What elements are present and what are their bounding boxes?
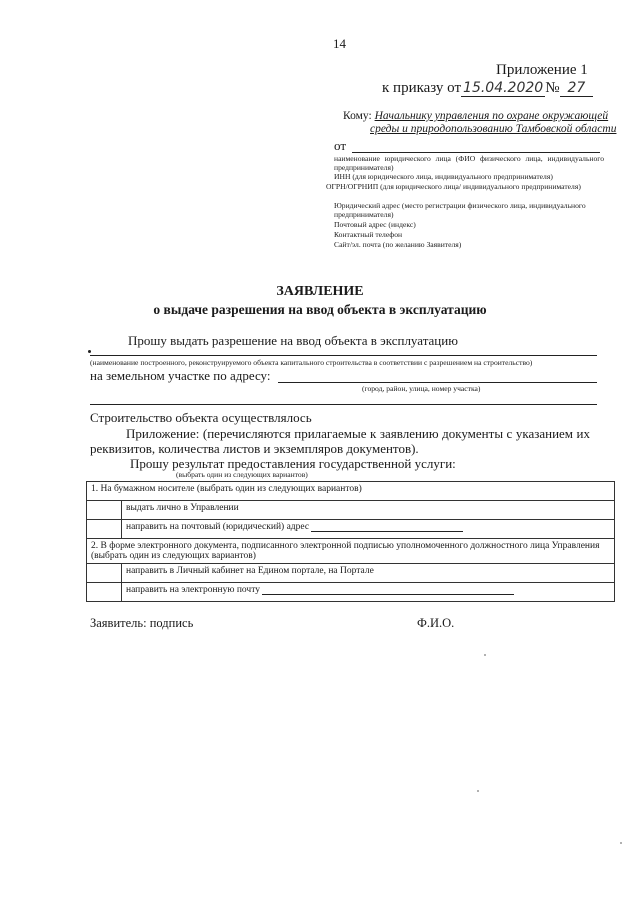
scan-speck — [620, 842, 622, 844]
email-fill-line — [262, 594, 514, 595]
paper-options-header: 1. На бумажном носителе (выбрать один из следующих вариантов) — [87, 482, 615, 501]
option-paper-post-cell — [122, 520, 615, 539]
sender-caption-postal-address: Почтовый адрес (индекс) — [334, 220, 416, 229]
object-fill-line — [90, 355, 597, 356]
option-electronic-email: направить на электронную почту — [126, 585, 260, 595]
post-address-fill-line — [311, 531, 463, 532]
option-checkbox-paper-post[interactable] — [87, 520, 122, 539]
option-paper-in-person: выдать лично в Управлении — [122, 501, 615, 520]
applicant-signature-label: Заявитель: подпись — [90, 616, 194, 630]
result-caption: (выбрать один из следующих вариантов) — [176, 470, 308, 479]
extra-fill-line — [90, 404, 597, 405]
order-date-handwritten: 15.04.2020 — [463, 80, 544, 96]
option-electronic-email-cell — [122, 583, 615, 602]
order-number-handwritten: 27 — [560, 80, 594, 97]
option-checkbox-electronic-email[interactable] — [87, 583, 122, 602]
full-name-label: Ф.И.О. — [417, 616, 455, 630]
sender-caption-inn: ИНН (для юридического лица, индивидуального предпринимателя) — [334, 172, 553, 181]
sender-caption-name: наименование юридического лица (ФИО физического лица, индивидуального предпринимателя) — [334, 154, 604, 172]
table-row — [87, 539, 615, 564]
scan-speck — [477, 790, 479, 792]
construction-text: Строительство объекта осуществлялось — [90, 410, 312, 425]
option-paper-post: направить на почтовый (юридический) адрес — [126, 522, 310, 532]
recipient-name-1: Начальнику управления по охране окружающей — [374, 110, 609, 122]
option-electronic-portal: направить в Личный кабинет на Едином портале, на Портале — [122, 564, 615, 583]
table-row — [87, 583, 615, 602]
request-text: Прошу выдать разрешение на ввод объекта в эксплуатацию — [128, 333, 458, 348]
sender-caption-phone: Контактный телефон — [334, 230, 403, 239]
document-title: ЗАЯВЛЕНИЕ — [276, 284, 364, 299]
sender-caption-ogrn: ОГРН/ОГРНИП (для юридического лица/ индивидуального предпринимателя) — [326, 182, 581, 191]
table-row — [87, 520, 615, 539]
recipient-label: Кому: — [343, 110, 372, 122]
attachment-text: Приложение: (перечисляются прилагаемые к заявлению документы с указанием их реквизитов, количества листов и экземпляров документов). — [90, 426, 590, 456]
appendix-title: Приложение 1 — [496, 62, 588, 78]
order-number-sign: № — [545, 80, 560, 96]
sender-caption-website: Сайт/эл. почта (по желанию Заявителя) — [334, 240, 462, 249]
address-fill-line — [278, 382, 597, 383]
recipient-name-2: среды и природопользованию Тамбовской области — [370, 123, 617, 135]
scan-speck — [484, 654, 486, 656]
sender-label: от — [334, 138, 347, 153]
object-caption: (наименование построенного, реконструируемого объекта капитального строительства в соответствии с разрешением на строительство) — [90, 358, 533, 367]
option-checkbox-electronic-portal[interactable] — [87, 564, 122, 583]
land-label: на земельном участке по адресу: — [90, 368, 271, 383]
table-row — [87, 482, 615, 501]
table-row — [87, 564, 615, 583]
recipient-line-1 — [343, 110, 608, 122]
option-checkbox-paper-in-person[interactable] — [87, 501, 122, 520]
document-subtitle: о выдаче разрешения на ввод объекта в эксплуатацию — [153, 302, 487, 317]
address-caption: (город, район, улица, номер участка) — [362, 384, 481, 393]
appendix-order-line — [382, 80, 593, 97]
table-row — [87, 501, 615, 520]
ink-dot — [88, 350, 91, 353]
sender-caption-legal-address: Юридический адрес (место регистрации физического лица, индивидуального предпринимателя) — [334, 201, 586, 219]
page-number: 14 — [333, 36, 346, 51]
result-request-text: Прошу результат предоставления государственной услуги: — [130, 456, 456, 471]
sender-fill-line — [352, 152, 600, 153]
delivery-options-table — [86, 481, 615, 602]
electronic-options-header: 2. В форме электронного документа, подписанного электронной подписью уполномоченного должностного лица Управления (выбрать один из следующих вариантов) — [87, 539, 615, 564]
order-prefix: к приказу от — [382, 80, 462, 96]
